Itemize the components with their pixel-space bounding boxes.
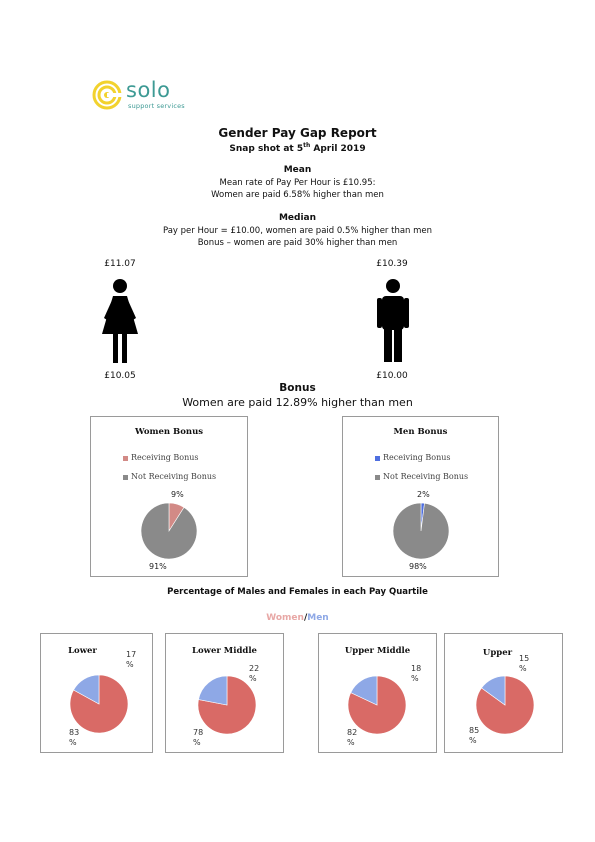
quartile-heading: Percentage of Males and Females in each Pay Quartile [167,587,428,597]
quartile-upper-title: Upper [482,648,513,658]
upper-women-label: 85 % [469,726,480,745]
women-top-value: £11.07 [104,259,136,269]
snapshot-date: Snap shot at 5th April 2019 [229,142,366,154]
women-receiving-label: 9% [171,490,184,499]
median-line-2: Bonus – women are paid 30% higher than men [197,238,398,248]
women-key-label: Women [266,613,304,623]
lower-women-label: 83 % [69,728,80,747]
legend-swatch [123,456,128,461]
men-legend-not-receiving: Not Receiving Bonus [375,472,468,481]
median-heading: Median [278,213,317,223]
median-line-1: Pay per Hour = £10.00, women are paid 0.5% higher than men [162,226,433,236]
lower-middle-men-label: 22 % [249,664,260,683]
quartile-upper-middle-title: Upper Middle [344,646,411,656]
men-bonus-pie [392,502,450,560]
woman-figure-icon [100,278,140,364]
quartile-upper-middle-pie [347,675,407,735]
quartile-upper-pie [475,675,535,735]
men-receiving-label: 2% [417,490,430,499]
men-key-label: Men [307,613,329,623]
quartile-lower-middle-pie [197,675,257,735]
report-title: Gender Pay Gap Report [218,126,377,140]
women-bonus-pie [140,502,198,560]
women-bonus-chart [90,416,248,577]
lower-men-label: 17 % [126,650,137,669]
upper-men-label: 15 % [519,654,530,673]
upper-middle-women-label: 82 % [347,728,358,747]
mean-line-1: Mean rate of Pay Per Hour is £10.95: [219,178,376,188]
quartile-lower-middle-title: Lower Middle [192,646,257,656]
upper-middle-men-label: 18 % [411,664,422,683]
pie-slice-secondary [393,503,449,559]
quartile-lower-middle-chart [165,633,284,753]
men-bottom-value: £10.00 [376,371,408,381]
pie-slice-secondary [141,503,197,559]
legend-swatch [375,456,380,461]
women-legend-receiving: Receiving Bonus [123,453,199,462]
legend-swatch [375,475,380,480]
quartile-upper-chart [444,633,563,753]
mean-line-2: Women are paid 6.58% higher than men [211,190,384,200]
women-men-key: Women/Men [266,613,329,623]
quartile-lower-chart [40,633,153,753]
men-not-receiving-label: 98% [409,562,427,571]
men-legend-receiving: Receiving Bonus [375,453,451,462]
pie-slice-secondary [199,676,227,705]
quartile-lower-pie [69,674,129,734]
quartile-upper-middle-chart [318,633,437,753]
men-bonus-title: Men Bonus [393,427,448,437]
women-bonus-title: Women Bonus [134,427,204,437]
spiral-logo-icon [92,80,122,110]
bonus-heading: Bonus [279,382,316,394]
women-bottom-value: £10.05 [104,371,136,381]
women-not-receiving-label: 91% [149,562,167,571]
legend-swatch [123,475,128,480]
man-figure-icon [373,278,413,364]
men-bonus-chart [342,416,499,577]
mean-heading: Mean [283,165,312,175]
bonus-subtitle: Women are paid 12.89% higher than men [182,396,413,409]
quartile-lower-title: Lower [68,646,97,656]
company-logo [92,78,192,112]
women-legend-not-receiving: Not Receiving Bonus [123,472,216,481]
lower-middle-women-label: 78 % [193,728,204,747]
logo-wordmark: solo [126,78,171,102]
logo-tagline: support services [128,102,185,110]
men-top-value: £10.39 [376,259,408,269]
